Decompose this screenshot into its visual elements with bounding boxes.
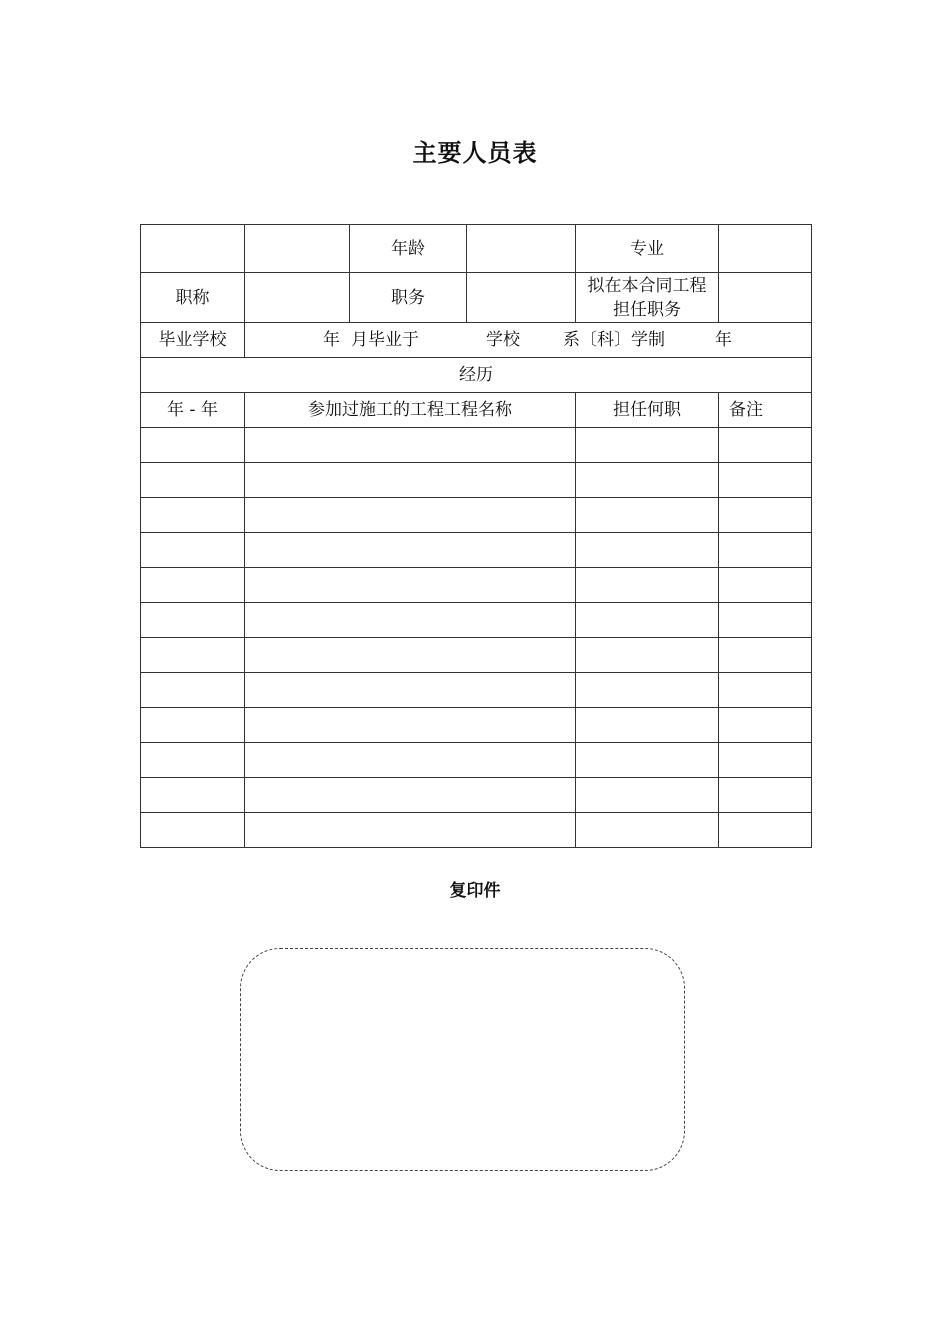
project-name-cell[interactable]: [245, 533, 576, 568]
personnel-table: [140, 224, 812, 848]
remarks-cell[interactable]: [719, 428, 812, 463]
table-row: [141, 358, 812, 393]
project-name-cell[interactable]: [245, 463, 576, 498]
project-name-cell[interactable]: [245, 428, 576, 463]
role-cell[interactable]: [576, 778, 719, 813]
grad-dept-text: 系〔科〕学制: [563, 330, 665, 350]
remarks-cell[interactable]: [719, 568, 812, 603]
role-cell[interactable]: [576, 673, 719, 708]
project-name-cell[interactable]: [245, 498, 576, 533]
table-row: [141, 743, 812, 778]
period-cell[interactable]: [141, 778, 245, 813]
name-cell[interactable]: [141, 225, 245, 273]
project-name-cell[interactable]: [245, 813, 576, 848]
col-header-remarks: 备注: [719, 393, 812, 428]
role-cell[interactable]: [576, 813, 719, 848]
table-row: [141, 708, 812, 743]
proposed-position-text: 拟在本合同工程担任职务: [587, 275, 707, 320]
table-row: [141, 603, 812, 638]
role-cell[interactable]: [576, 463, 719, 498]
graduation-info[interactable]: [245, 323, 812, 358]
school-label: 毕业学校: [141, 323, 245, 358]
role-cell[interactable]: [576, 603, 719, 638]
name-value-cell[interactable]: [245, 225, 350, 273]
period-cell[interactable]: [141, 743, 245, 778]
role-cell[interactable]: [576, 428, 719, 463]
age-value-cell[interactable]: [467, 225, 576, 273]
remarks-cell[interactable]: [719, 673, 812, 708]
period-cell[interactable]: [141, 428, 245, 463]
role-cell[interactable]: [576, 498, 719, 533]
col-header-role: 担任何职: [576, 393, 719, 428]
table-row: [141, 273, 812, 323]
remarks-cell[interactable]: [719, 533, 812, 568]
table-row: [141, 498, 812, 533]
proposed-position-value-cell[interactable]: [719, 273, 812, 323]
role-cell[interactable]: [576, 638, 719, 673]
project-name-cell[interactable]: [245, 638, 576, 673]
remarks-cell[interactable]: [719, 813, 812, 848]
position-value-cell[interactable]: [467, 273, 576, 323]
grad-years-text: 年: [715, 330, 732, 350]
page-title: 主要人员表: [412, 139, 538, 167]
title-label: 职称: [141, 273, 245, 323]
table-row: [141, 225, 812, 273]
project-name-cell[interactable]: [245, 568, 576, 603]
remarks-cell[interactable]: [719, 603, 812, 638]
period-cell[interactable]: [141, 463, 245, 498]
remarks-cell[interactable]: [719, 778, 812, 813]
period-cell[interactable]: [141, 708, 245, 743]
table-row: [141, 638, 812, 673]
role-cell[interactable]: [576, 743, 719, 778]
table-header-row: [141, 393, 812, 428]
period-cell[interactable]: [141, 603, 245, 638]
grad-school-text: 学校: [486, 330, 520, 350]
table-row: [141, 323, 812, 358]
project-name-cell[interactable]: [245, 743, 576, 778]
remarks-cell[interactable]: [719, 498, 812, 533]
position-label: 职务: [350, 273, 467, 323]
period-cell[interactable]: [141, 533, 245, 568]
table-row: [141, 568, 812, 603]
copy-attachment-box: [240, 948, 685, 1171]
age-label: 年龄: [350, 225, 467, 273]
copy-label: 复印件: [449, 881, 501, 901]
period-cell[interactable]: [141, 813, 245, 848]
table-row: [141, 813, 812, 848]
major-label: 专业: [576, 225, 719, 273]
grad-month-text: 月毕业于: [351, 330, 419, 350]
table-row: [141, 463, 812, 498]
period-cell[interactable]: [141, 568, 245, 603]
table-row: [141, 673, 812, 708]
project-name-cell[interactable]: [245, 778, 576, 813]
table-row: [141, 778, 812, 813]
remarks-cell[interactable]: [719, 743, 812, 778]
col-header-years: 年 - 年: [141, 393, 245, 428]
major-value-cell[interactable]: [719, 225, 812, 273]
project-name-cell[interactable]: [245, 603, 576, 638]
table-row: [141, 428, 812, 463]
grad-year-text: 年: [323, 330, 340, 350]
period-cell[interactable]: [141, 673, 245, 708]
title-value-cell[interactable]: [245, 273, 350, 323]
role-cell[interactable]: [576, 708, 719, 743]
col-header-project: 参加过施工的工程工程名称: [245, 393, 576, 428]
role-cell[interactable]: [576, 533, 719, 568]
proposed-position-label: [576, 273, 719, 323]
experience-rows: [141, 428, 812, 848]
table-row: [141, 533, 812, 568]
remarks-cell[interactable]: [719, 463, 812, 498]
project-name-cell[interactable]: [245, 673, 576, 708]
role-cell[interactable]: [576, 568, 719, 603]
period-cell[interactable]: [141, 498, 245, 533]
remarks-cell[interactable]: [719, 638, 812, 673]
experience-header: 经历: [141, 358, 812, 393]
remarks-cell[interactable]: [719, 708, 812, 743]
project-name-cell[interactable]: [245, 708, 576, 743]
period-cell[interactable]: [141, 638, 245, 673]
